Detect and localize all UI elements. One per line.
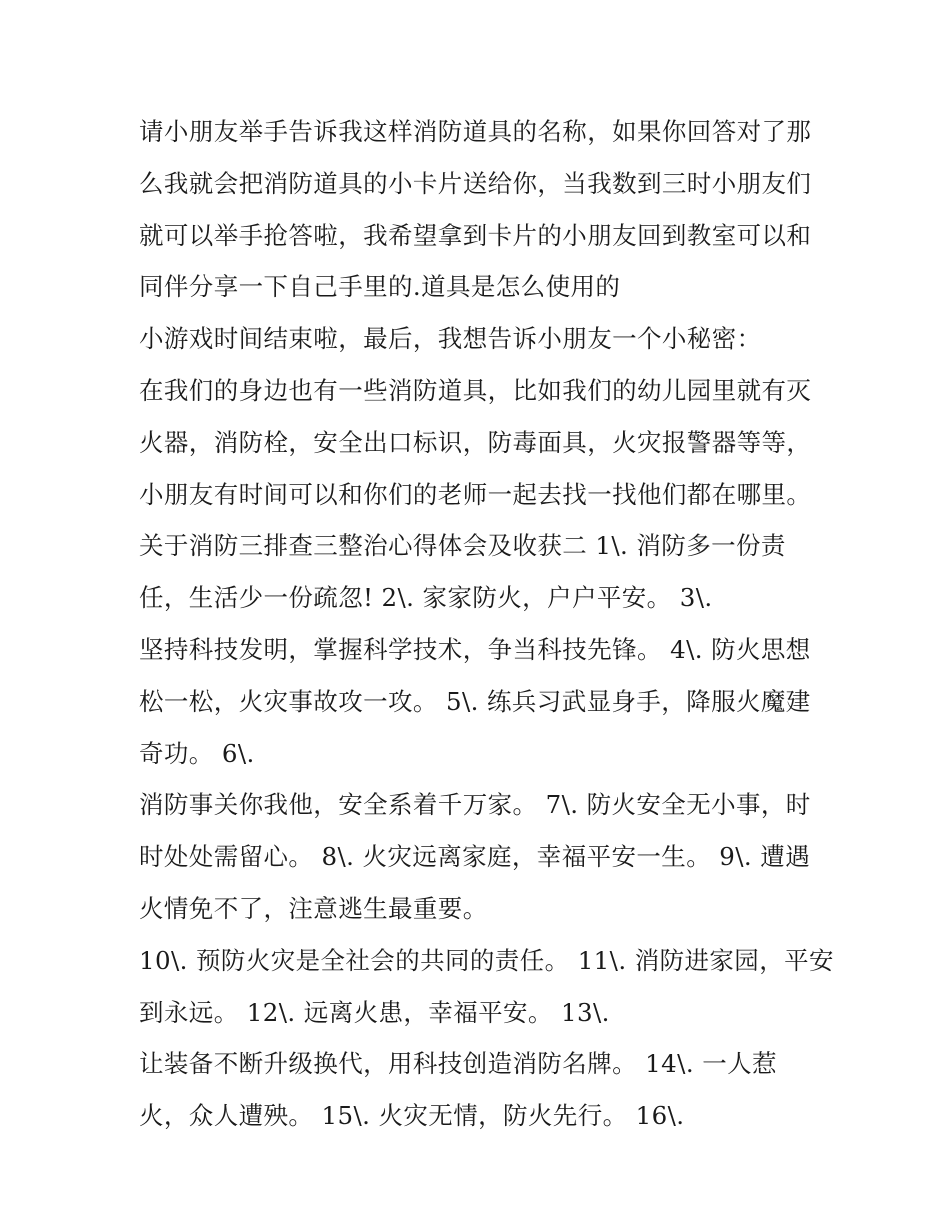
text-line: 小朋友有时间可以和你们的老师一起去找一找他们都在哪里。	[139, 479, 812, 509]
text-line: 小游戏时间结束啦，最后，我想告诉小朋友一个小秘密：	[139, 324, 762, 354]
text-line: 就可以举手抢答啦，我希望拿到卡片的小朋友回到教室可以和	[139, 220, 812, 250]
text-line: 火情免不了，注意逃生最重要。	[139, 893, 488, 923]
text-line: 奇功。 6\.	[139, 738, 255, 768]
text-line: 坚持科技发明，掌握科学技术，争当科技先锋。 4\. 防火思想	[139, 634, 811, 664]
text-line: 关于消防三排查三整治心得体会及收获二 1\. 消防多一份责	[139, 531, 786, 561]
text-line: 在我们的身边也有一些消防道具，比如我们的幼儿园里就有灭	[139, 375, 812, 405]
text-line: 松一松，火灾事故攻一攻。 5\. 练兵习武显身手，降服火魔建	[139, 686, 811, 716]
text-line: 到永远。 12\. 远离火患，幸福平安。 13\.	[139, 997, 610, 1027]
text-line: 让装备不断升级换代，用科技创造消防名牌。 14\. 一人惹	[139, 1049, 777, 1079]
text-line: 消防事关你我他，安全系着千万家。 7\. 防火安全无小事，时	[139, 790, 811, 820]
text-line: 任，生活少一份疏忽! 2\. 家家防火，户户平安。 3\.	[139, 583, 713, 613]
text-line: 火，众人遭殃。 15\. 火灾无情，防火先行。 16\.	[139, 1101, 685, 1131]
body-text	[139, 106, 834, 1142]
text-line: 同伴分享一下自己手里的.道具是怎么使用的	[139, 272, 621, 302]
text-line: 时处处需留心。 8\. 火灾远离家庭，幸福平安一生。 9\. 遭遇	[139, 842, 811, 872]
text-line: 么我就会把消防道具的小卡片送给你，当我数到三时小朋友们	[139, 168, 812, 198]
text-line: 请小朋友举手告诉我这样消防道具的名称，如果你回答对了那	[139, 117, 812, 146]
text-line: 10\. 预防火灾是全社会的共同的责任。 11\. 消防进家园，平安	[139, 945, 834, 975]
text-line: 火器，消防栓，安全出口标识，防毒面具，火灾报警器等等，	[139, 427, 812, 457]
